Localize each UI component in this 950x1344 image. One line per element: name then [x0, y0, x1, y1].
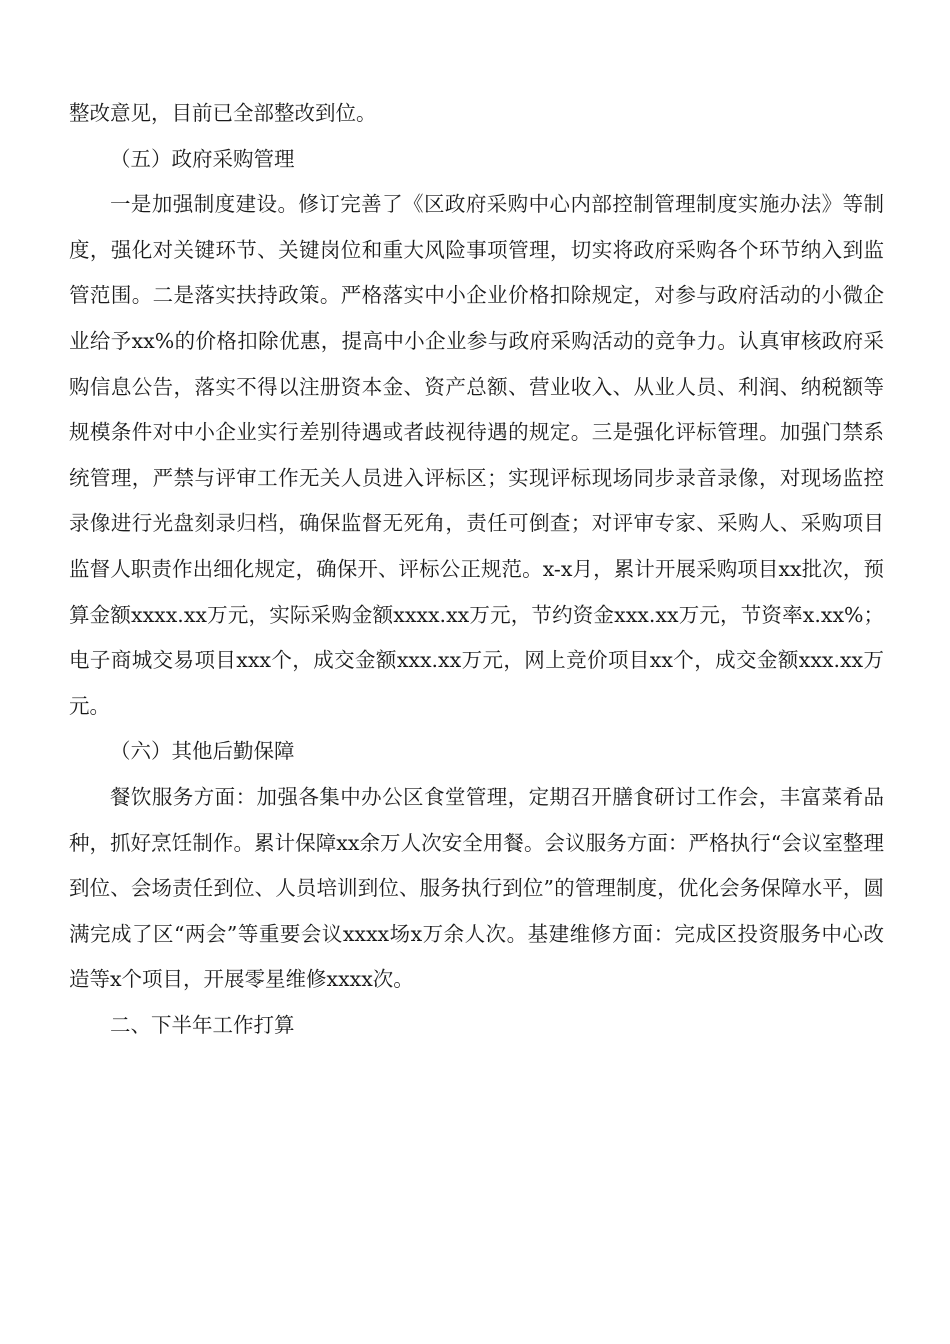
section-heading-other-logistics: （六）其他后勤保障	[110, 739, 295, 764]
paragraph-continuation: 整改意见，目前已全部整改到位。	[69, 101, 377, 125]
document-body	[69, 91, 884, 1048]
paragraph-procurement: 一是加强制度建设。修订完善了《区政府采购中心内部控制管理制度实施办法》等制度，强化对关键环节、关键岗位和重大风险事项管理，切实将政府采购各个环节纳入到监管范围。二是落实扶持政策。严格落实中小企业价格扣除规定，对参与政府活动的小微企业给予xx%的价格扣除优惠，提高中小企业参与政府采购活动的竞争力。认真审核政府采购信息公告，落实不得以注册资本金、资产总额、营业收入、从业人员、利润、纳税额等规模条件对中小企业实行差别待遇或者歧视待遇的规定。三是强化评标管理。加强门禁系统管理，严禁与评审工作无关人员进入评标区；实现评标现场同步录音录像，对现场监控录像进行光盘刻录归档，确保监督无死角，责任可倒查；对评审专家、采购人、采购项目监督人职责作出细化规定，确保开、评标公正规范。x-x月，累计开展采购项目xx批次，预算金额xxxx.xx万元，实际采购金额xxxx.xx万元，节约资金xxx.xx万元，节资率x.xx%；电子商城交易项目xxx个，成交金额xxx.xx万元，网上竞价项目xx个，成交金额xxx.xx万元。	[69, 192, 884, 718]
section-heading-second-half-plan: 二、下半年工作打算	[110, 1012, 295, 1037]
section-heading-government-procurement: （五）政府采购管理	[110, 146, 295, 171]
paragraph-logistics: 餐饮服务方面：加强各集中办公区食堂管理，定期召开膳食研讨工作会，丰富菜肴品种，抓好烹饪制作。累计保障xx余万人次安全用餐。会议服务方面：严格执行“会议室整理到位、会场责任到位、人员培训到位、服务执行到位”的管理制度，优化会务保障水平，圆满完成了区“两会”等重要会议xxxx场x万余人次。基建维修方面：完成区投资服务中心改造等x个项目，开展零星维修xxxx次。	[69, 784, 884, 992]
